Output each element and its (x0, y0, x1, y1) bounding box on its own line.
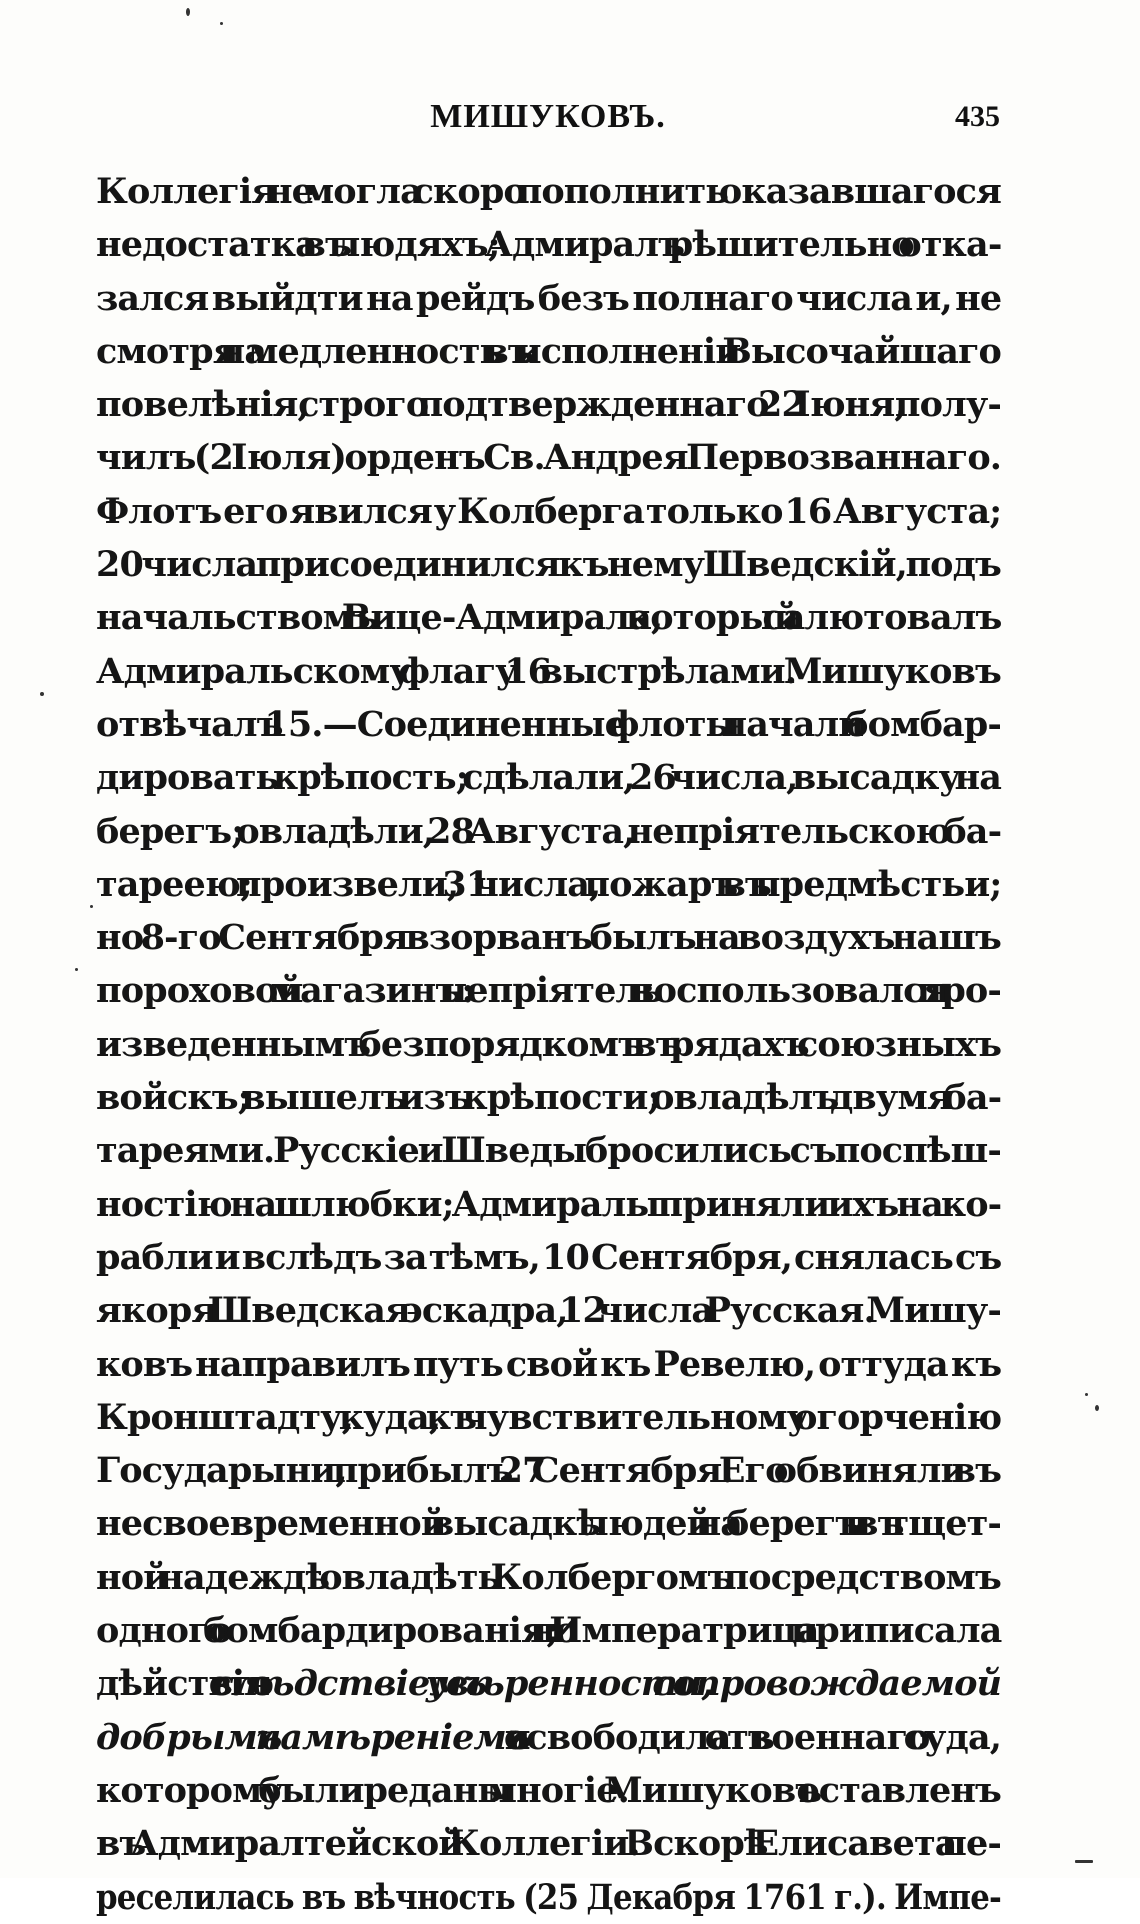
text-line: чилъ (2 Іюля) орденъ Св. Андрея Первозваннаго. (96, 437, 1002, 479)
text-line: ной надеждѣ овладѣть Колбергомъ посредствомъ (96, 1556, 1001, 1598)
text-line: Коллегія не могла скоро пополнить оказавшагося (96, 171, 1001, 212)
scan-speck (220, 22, 223, 25)
text-line: повелѣнія, строго подтвержденнаго 22 Іюня, полу- (96, 384, 1002, 426)
text-line: ковъ направилъ путь свой къ Ревелю, оттуда къ (96, 1343, 1002, 1385)
text-line: Государыни, прибылъ 27 Сентября. Его обвиняли въ (96, 1450, 1002, 1492)
text-line: реселилась въ вѣчность (25 Декабря 1761 г.). Импе- (96, 1876, 1002, 1918)
text-line-mixed (96, 1711, 1001, 1764)
text-line: зался выйдти на рейдъ безъ полнаго числа и, не (96, 277, 1002, 319)
text-line: смотря на медленность въ исполненіи Высочайшаго (96, 330, 1001, 372)
page-number: 435 (955, 100, 1000, 133)
text-line: начальствомъ Вице-Адмирала, который салютовалъ (96, 597, 1002, 639)
italic-text: слѣдствіемъ увѣренности, сопровождаемой (212, 1663, 1002, 1705)
scan-speck (1085, 1393, 1088, 1396)
running-title: МИШУКОВЪ. (430, 98, 666, 135)
page-header (96, 98, 1000, 144)
plain-text: и освободила отъ военнаго суда, (530, 1716, 1002, 1758)
text-line: дировать крѣпость; сдѣлали, 26 числа, высадку на (96, 757, 1001, 799)
text-line: якоря Шведская эскадра, 12 числа Русская. Мишу- (96, 1290, 1001, 1332)
text-line-mixed (96, 1657, 1001, 1710)
text-line: рабли и вслѣдъ за тѣмъ, 10 Сентября, снялась съ (96, 1236, 1002, 1278)
body-text (96, 165, 1001, 1924)
scan-speck (1075, 1860, 1093, 1863)
text-line: въ Адмиралтейской Коллегіи. Вскорѣ Елисавета пе- (96, 1823, 1001, 1865)
text-line: Адмиральскому флагу 16 выстрѣлами. Мишуковъ (96, 650, 1001, 692)
text-line: тареею; произвели, 31 числа, пожаръ въ предмѣстьи; (96, 863, 1002, 905)
plain-text: дѣйствія его (96, 1663, 213, 1705)
scan-speck (1095, 1405, 1099, 1411)
text-line: Флотъ его явился у Колберга только 16 Августа; (96, 490, 1002, 532)
text-line: которому были преданы многіе. Мишуковъ оставленъ (96, 1769, 1001, 1811)
scan-speck (40, 692, 44, 696)
text-line: изведеннымъ безпорядкомъ въ рядахъ союзныхъ (96, 1023, 1002, 1065)
text-line: одного бомбардированія; но Императрица приписала (96, 1610, 1002, 1652)
italic-text: добрымъ намѣреніемъ (96, 1716, 531, 1758)
text-line: но 8-го Сентября взорванъ былъ на воздухъ нашъ (96, 917, 1001, 959)
scan-speck (75, 968, 78, 971)
scan-speck (186, 8, 190, 16)
text-line: войскъ; вышелъ изъ крѣпости; овладѣлъ двумя ба- (96, 1077, 1002, 1119)
text-line: Кронштадту, куда, къ чувствительному огорченію (96, 1396, 1002, 1438)
text-line: недостатка въ людяхъ; Адмиралъ рѣшительно отка- (96, 224, 1002, 266)
text-line: 20 числа присоединился къ нему Шведскій, подъ (96, 544, 1001, 586)
text-line: несвоевременной высадкѣ людей на берегъ и въ тщет- (96, 1503, 1001, 1545)
text-line: пороховой магазинъ: непріятель воспользовался про- (96, 970, 1001, 1012)
text-line: тареями. Русскіе и Шведы бросились съ поспѣш- (96, 1130, 1001, 1172)
scan-speck (90, 905, 93, 908)
text-line: берегъ; овладѣли, 28 Августа, непріятельскою ба- (96, 810, 1002, 852)
text-line: отвѣчалъ 15.—Соединенные флоты начали бомбар- (96, 703, 1001, 745)
text-line: ностію на шлюбки; Адмиралы приняли ихъ на ко- (96, 1183, 1002, 1225)
